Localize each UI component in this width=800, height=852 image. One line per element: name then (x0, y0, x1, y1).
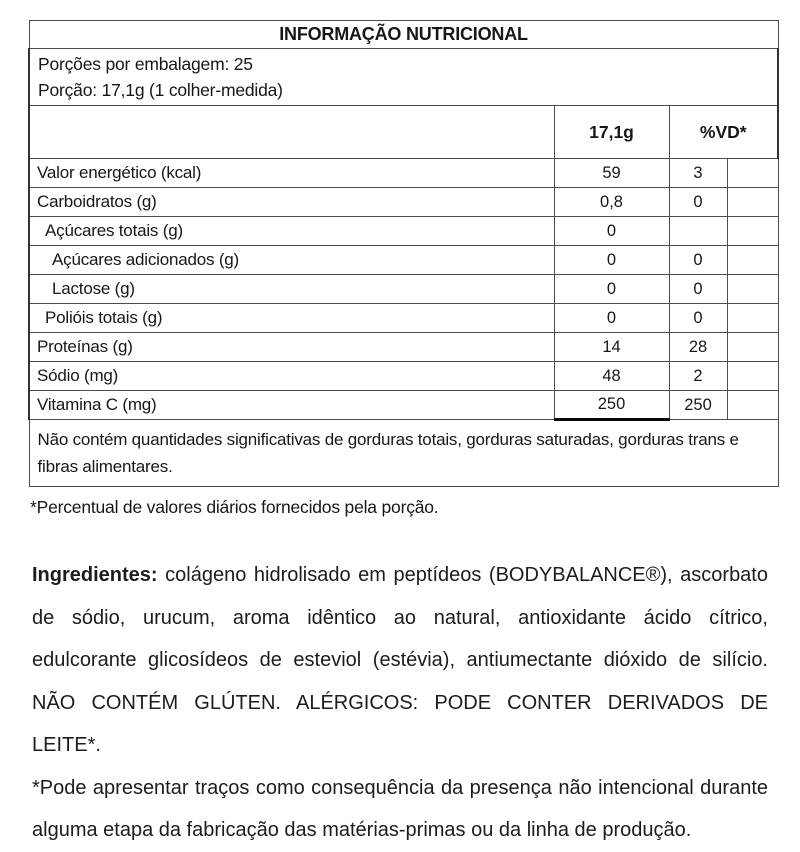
table-title: INFORMAÇÃO NUTRICIONAL (29, 21, 778, 49)
ingredients-paragraph (32, 554, 768, 767)
spacer-cell (727, 188, 778, 217)
nutrient-row (29, 246, 778, 275)
amount-value: 0 (554, 304, 669, 333)
nutrient-row (29, 304, 778, 333)
empty-header-cell (29, 106, 554, 159)
nutrient-row (29, 391, 778, 420)
nutrient-row (29, 188, 778, 217)
nutrient-label: Valor energético (kcal) (29, 159, 554, 188)
amount-value: 0 (554, 246, 669, 275)
spacer-cell (727, 217, 778, 246)
nutrient-row (29, 362, 778, 391)
nutrient-label: Carboidratos (g) (29, 188, 554, 217)
amount-value: 14 (554, 333, 669, 362)
table-title-row (29, 21, 778, 49)
serving-info-cell (29, 49, 778, 106)
dv-value: 3 (669, 159, 727, 188)
spacer-cell (727, 304, 778, 333)
servings-per-package: Porções por embalagem: 25 (38, 54, 253, 74)
spacer-cell (727, 333, 778, 362)
amount-value: 48 (554, 362, 669, 391)
nutrient-label: Proteínas (g) (29, 333, 554, 362)
nutrient-row (29, 275, 778, 304)
amount-value: 59 (554, 159, 669, 188)
nutrient-label: Vitamina C (mg) (29, 391, 554, 420)
dv-value: 0 (669, 188, 727, 217)
amount-value: 0,8 (554, 188, 669, 217)
dv-value: 0 (669, 275, 727, 304)
spacer-cell (727, 159, 778, 188)
dv-column-header: %VD* (669, 106, 778, 159)
nutrient-row (29, 217, 778, 246)
serving-info-row (29, 49, 778, 106)
ingredients-text: colágeno hidrolisado em peptídeos (BODYBALANCE®), ascorbato de sódio, urucum, aroma idêntico ao natural, antioxidante ácido cítrico, edulcorante glicosídeos de esteviol (estévia), antiumectante dióxido de silício. NÃO CONTÉM GLÚTEN. ALÉRGICOS: PODE CONTER DERIVADOS DE LEITE*. (32, 564, 768, 756)
table-note-row (29, 420, 778, 487)
dv-value: 0 (669, 304, 727, 333)
nutrient-label: Açúcares totais (g) (29, 217, 554, 246)
daily-value-footnote: *Percentual de valores diários fornecidos pela porção. (30, 497, 439, 517)
amount-value: 0 (554, 275, 669, 304)
allergen-trace-note: *Pode apresentar traços como consequência da presença não intencional durante alguma etapa da fabricação das matérias-primas ou da linha de produção. (32, 776, 768, 841)
spacer-cell (727, 362, 778, 391)
label-text-block (32, 554, 768, 852)
amount-column-header: 17,1g (554, 106, 669, 159)
amount-value: 250 (554, 391, 669, 420)
nutrient-label: Açúcares adicionados (g) (29, 246, 554, 275)
serving-size: Porção: 17,1g (1 colher-medida) (38, 80, 283, 100)
nutrient-row (29, 159, 778, 188)
spacer-cell (727, 391, 778, 420)
nutrient-label: Lactose (g) (29, 275, 554, 304)
nutrition-table (28, 20, 779, 487)
nutrient-label: Sódio (mg) (29, 362, 554, 391)
dv-value (669, 217, 727, 246)
nutrient-label: Polióis totais (g) (29, 304, 554, 333)
no-significant-amounts-note: Não contém quantidades significativas de gorduras totais, gorduras saturadas, gorduras trans e fibras alimentares. (29, 420, 778, 487)
ingredients-label: Ingredientes: (32, 564, 158, 586)
dv-value: 0 (669, 246, 727, 275)
spacer-cell (727, 246, 778, 275)
amount-value: 0 (554, 217, 669, 246)
dv-value: 2 (669, 362, 727, 391)
nutrient-row (29, 333, 778, 362)
dv-value: 28 (669, 333, 727, 362)
dv-value: 250 (669, 391, 727, 420)
column-header-row (29, 106, 778, 159)
spacer-cell (727, 275, 778, 304)
